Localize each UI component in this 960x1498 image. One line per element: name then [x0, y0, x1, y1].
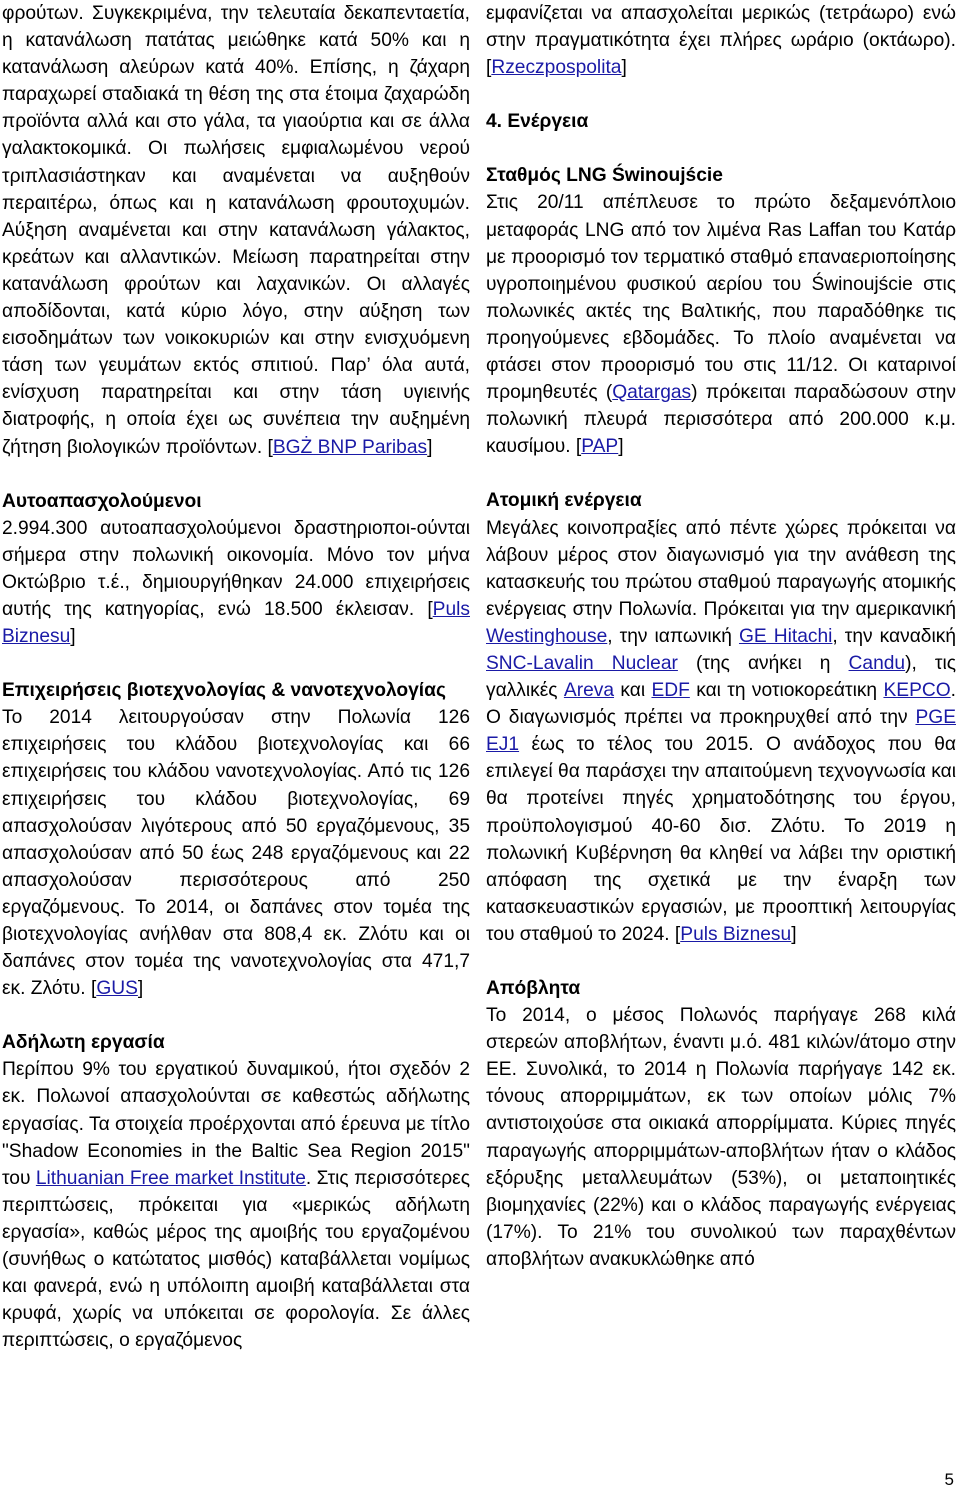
nuclear-paragraph [486, 515, 956, 949]
section-heading-lng-terminal: Σταθμός LNG Świnoujście [486, 165, 723, 187]
text-run: φρούτων. Συγκεκριμένα, την τελευταία δεκαπενταετία, η κατανάλωση πατάτας μειώθηκε κατά 50% και η κατανάλωση αλεύρων κατά 40%. Επίσης, η ζάχαρη παραχωρεί σταδιακά τη θέση της στα έτοιμα ζαχαρώδη προϊόντα αλλά και στο γάλα, τα γιαούρτια και σε άλλα γαλακτοκομικά. Οι πωλήσεις εμφιαλωμένου νερού τριπλασιάστηκαν και αναμένεται να αυξηθούν περαιτέρω, όπως και η κατανάλωση φρουτοχυμών. Αύξηση αναμένεται και στην κατανάλωση γάλακτος, κρεάτων και αλλαντικών. Μείωση παρατηρείται στην κατανάλωση φρούτων και λαχανικών. Οι αλλαγές αποδίδονται, κατά κύριο λόγο, στην αύξηση των εισοδημάτων των νοικοκυριών και στην ενισχυόμενη τάση των γευμάτων εκτός σπιτιού. Παρ’ όλα αυτά, ενίσχυση παρατηρείται και στην τάση υγιεινής διατροφής, η οποία έχει ως συνέπεια την αυξημένη ζήτηση βιολογικών προϊόντων. [ [2, 3, 470, 458]
undeclared-work-paragraph [2, 1056, 470, 1354]
source-link-gus[interactable]: GUS [96, 978, 138, 1000]
diet-paragraph [2, 0, 470, 461]
link-candu[interactable]: Candu [848, 652, 906, 674]
text-run: εμφανίζεται να απασχολείται μερικώς (τετράωρο) ενώ στην πραγματικότητα έχει πλήρες ωράριο (οκτάωρο). [ [486, 3, 956, 79]
text-run: (της ανήκει η [677, 652, 849, 674]
text-run: , την ιαπωνική [607, 625, 739, 647]
text-run: ), τις γαλλικές [486, 652, 956, 702]
link-edf[interactable]: EDF [651, 680, 690, 702]
source-link-rzeczpospolita[interactable]: Rzeczpospolita [491, 57, 622, 79]
section-heading-nuclear-energy: Ατομική ενέργεια [486, 490, 642, 512]
link-snc-lavalin-nuclear[interactable]: SNC-Lavalin Nuclear [486, 652, 678, 674]
link-areva[interactable]: Areva [563, 680, 615, 702]
link-ge-hitachi[interactable]: GE Hitachi [738, 625, 833, 647]
text-run: και [614, 680, 652, 702]
section-heading-biotech: Επιχειρήσεις βιοτεχνολογίας & νανοτεχνολογίας [2, 680, 446, 702]
text-run: ] [70, 626, 76, 648]
text-run: έως το τέλος του 2015. Ο ανάδοχος που θα επιλεγεί θα παράσχει την απαιτούμενη τεχνογνωσία και θα προτείνει πηγές χρηματοδότησης του έργου, προϋπολογισμού 40-60 δισ. Ζλότυ. Το 2019 η πολωνική Κυβέρνηση θα κληθεί να λάβει την οριστική απόφαση της σχετικά με την έναρξη των κατασκευαστικών εργασιών, με προοπτική λειτουργίας του σταθμού το 2024. [ [486, 734, 956, 945]
link-qatargas[interactable]: Qatargas [612, 382, 692, 404]
text-run: 2.994.300 αυτοαπασχολούμενοι δραστηριοποι-ούνται σήμερα στην πολωνική οικονομία. Μόνο τον μήνα Οκτώβριο τ.έ., δημιουργήθηκαν 24.000 επιχειρήσεις αυτής της κατηγορίας, ενώ 18.500 έκλεισαν. [ [2, 517, 470, 620]
source-link-puls-biznesu[interactable]: Puls Biznesu [2, 598, 470, 648]
text-run: Περίπου 9% του εργατικού δυναμικού, ήτοι σχεδόν 2 εκ. Πολωνοί απασχολούνται σε καθεστώς αδήλωτης εργασίας. Τα στοιχεία προέρχονται από έρευνα με τίτλο "Shadow Economies in the Baltic Sea Region 2015" του [2, 1059, 470, 1189]
left-column [2, 0, 470, 1354]
text-run: και τη νοτιοκορεάτικη [689, 680, 884, 702]
lng-paragraph [486, 189, 956, 460]
section-heading-self-employed: Αυτοαπασχολούμενοι [2, 490, 202, 512]
waste-paragraph [486, 1002, 956, 1273]
text-run: , την καναδική [832, 625, 957, 647]
text-run: ] [618, 436, 624, 458]
text-run: Το 2014 λειτουργούσαν στην Πολωνία 126 επιχειρήσεις του κλάδου βιοτεχνολογίας και 66 επιχειρήσεις του κλάδου νανοτεχνολογίας. Από τις 126 επιχειρήσεις του κλάδου βιοτεχνολογίας, 69 απασχολούσαν λιγότερους από 50 εργαζόμενους, 35 απασχολούσαν από 50 έως 248 εργαζόμενους και 22 απασχολούσαν περισσότερους από 250 εργαζόμενους. Το 2014, οι δαπάνες στον τομέα της βιοτεχνολογίας ανήλθαν στα 808,4 εκ. Ζλότυ και οι δαπάνες στον τομέα της νανοτεχνολογίας στα 471,7 εκ. Ζλότυ. [ [2, 707, 470, 1000]
biotech-paragraph [2, 704, 470, 1002]
page-number: 5 [944, 1470, 954, 1489]
text-run: Στις 20/11 απέπλευσε το πρώτο δεξαμενόπλοιο μεταφοράς LNG από τον λιμένα Ras Laffan του Κατάρ με προορισμό τον τερματικό σταθμό επαναεριοποίησης υγροποιημένου φυσικού αερίου του Świnoujście στις πολωνικές ακτές της Βαλτικής, που παραδόθηκε τις προηγούμενες εβδομάδες. Το πλοίο αναμένεται να φτάσει στον προορισμό του στις 11/12. Οι καταρινοί προμηθευτές ( [486, 192, 956, 404]
text-run: Το 2014, ο μέσος Πολωνός παρήγαγε 268 κιλά στερεών αποβλήτων, έναντι μ.ό. 481 κιλών/άτομο στην ΕΕ. Συνολικά, το 2014 η Πολωνία παρήγαγε 142 εκ. τόνους απορριμμάτων, εκ των οποίων μόλις 7% αντιστοιχούσε στα οικιακά απορρίμματα. Κύριες πηγές παραγωγής απορριμμάτων-αποβλήτων ήταν ο κλάδος εξόρυξης μεταλλευμάτων (53%), οι μεταποιητικές βιομηχανίες (22%) και ο κλάδος παραγωγής ενέργειας (17%). Το 21% του συνολικού των παραχθέντων αποβλήτων ανακυκλώθηκε από [486, 1005, 956, 1270]
text-run: ] [137, 978, 144, 1000]
text-run: . Στις περισσότερες περιπτώσεις, πρόκειται για «μερικώς αδήλωτη εργασία», καθώς μέρος της αμοιβής του εργαζομένου (συνήθως ο κατώτατος μισθός) καταβάλλεται νομίμως και φανερά, ενώ η υπόλοιπη αμοιβή καταβάλλεται στα κρυφά, χωρίς να υπόκειται σε φορολογία. Σε άλλες περιπτώσεις, ο εργαζόμενος [2, 1167, 470, 1352]
undeclared-work-continued-paragraph [486, 0, 956, 81]
source-link-bgz-bnp-paribas[interactable]: BGŻ BNP Paribas [272, 436, 428, 458]
text-run: ] [427, 436, 433, 458]
text-run: ] [621, 57, 627, 79]
source-link-puls-biznesu-nuclear[interactable]: Puls Biznesu [680, 923, 792, 945]
text-run: Μεγάλες κοινοπραξίες από πέντε χώρες πρόκειται να λάβουν μέρος στον διαγωνισμό για την ανάθεση της κατασκευής του πρώτου σταθμού παραγωγής ατομικής ενέργειας στην Πολωνία. Πρόκειται για την αμερικανική [486, 517, 956, 620]
source-link-lithuanian-free-market-institute[interactable]: Lithuanian Free market Institute [35, 1167, 306, 1189]
link-kepco[interactable]: KEPCO [883, 680, 951, 702]
section-heading-undeclared-work: Αδήλωτη εργασία [2, 1032, 165, 1054]
section-heading-energy: 4. Ενέργεια [486, 111, 589, 133]
link-westinghouse[interactable]: Westinghouse [486, 625, 608, 647]
source-link-pap[interactable]: PAP [581, 436, 619, 458]
section-heading-waste: Απόβλητα [486, 978, 581, 999]
link-pge-ej1[interactable]: PGE EJ1 [486, 707, 956, 756]
text-run: ) πρόκειται παραδώσουν στην πολωνική πλευρά περισσότερα από 200.000 κ.μ. καυσίμου. [ [486, 382, 956, 458]
text-run: . Ο διαγωνισμός πρέπει να προκηρυχθεί από την [486, 680, 956, 729]
self-employed-paragraph [2, 515, 470, 650]
text-run: ] [791, 923, 797, 945]
right-column [486, 0, 956, 1273]
